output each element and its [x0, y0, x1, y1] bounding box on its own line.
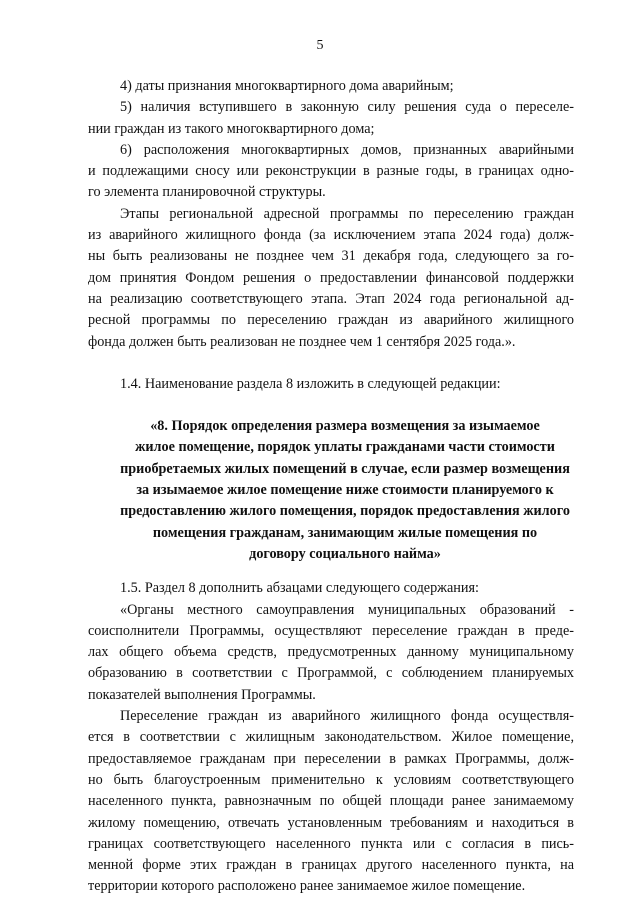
- text-line: «Органы местного самоуправления муниципальных образований -: [120, 601, 574, 618]
- text-line: образованию в соответствии с Программой, с соблюдением планируемых: [88, 665, 574, 682]
- text-line: менной форме этих граждан в границах другого населенного пункта, на: [88, 857, 574, 874]
- text-line: 6) расположения многоквартирных домов, признанных аварийными: [120, 141, 574, 158]
- text-line: фонда должен быть реализован не позднее чем 1 сентября 2025 года.».: [88, 333, 516, 350]
- text-line: на реализацию соответствующего этапа. Этап 2024 года региональной ад-: [88, 290, 574, 307]
- text-line: территории которого расположено ранее занимаемое жилое помещение.: [88, 878, 526, 895]
- paragraph-clause-1-5: [88, 578, 574, 599]
- text-line: 1.5. Раздел 8 дополнить абзацами следующего содержания:: [120, 580, 479, 597]
- heading-line: «8. Порядок определения размера возмещения за изымаемое: [150, 418, 540, 435]
- text-line: из аварийного жилищного фонда (за исключением этапа 2024 года) долж-: [88, 227, 574, 244]
- text-line: жилому помещению, отвечать установленным требованиям и находиться в: [88, 814, 574, 831]
- paragraph-item-6: [88, 140, 574, 204]
- heading-line: приобретаемых жилых помещений в случае, если размер возмещения: [120, 460, 570, 477]
- heading-line: жилое помещение, порядок уплаты гражданами части стоимости: [135, 439, 555, 456]
- text-line: соисполнители Программы, осуществляют переселение граждан в преде-: [88, 622, 574, 639]
- text-line: предоставляемое гражданам при переселении в рамках Программы, долж-: [88, 750, 574, 767]
- text-line: показателей выполнения Программы.: [88, 686, 316, 703]
- paragraph-item-4: [88, 76, 574, 97]
- text-line: 1.4. Наименование раздела 8 изложить в следующей редакции:: [120, 375, 501, 392]
- paragraph-resettlement: [88, 706, 574, 898]
- text-line: но быть благоустроенным применительно к условиям соответствующего: [88, 771, 574, 788]
- text-line: Этапы региональной адресной программы по переселению граждан: [120, 205, 574, 222]
- text-line: ресной программы по переселению граждан из аварийного жилищного: [88, 312, 574, 329]
- paragraph-program-stages: [88, 204, 574, 353]
- text-line: границах соответствующего населенного пункта или с согласия в пись-: [88, 835, 574, 852]
- text-line: населенного пункта, равнозначным по общей площади ранее занимаемому: [88, 793, 574, 810]
- section-8-heading: [88, 416, 574, 565]
- paragraph-local-authorities: [88, 600, 574, 706]
- text-line: лах общего объема средств, предусмотренных данному муниципальному: [88, 644, 574, 661]
- text-line: ется в соответствии с жилищным законодательством. Жилое помещение,: [88, 729, 574, 746]
- text-line: 5) наличия вступившего в законную силу решения суда о переселе-: [120, 99, 574, 116]
- page-number: 5: [316, 38, 324, 53]
- heading-line: помещения гражданам, занимающим жилые помещения по: [152, 524, 538, 541]
- text-line: Переселение граждан из аварийного жилищного фонда осуществля-: [120, 708, 574, 725]
- text-line: нии граждан из такого многоквартирного дома;: [88, 120, 375, 137]
- heading-line: за изымаемое жилое помещение ниже стоимости планируемого к: [136, 482, 554, 499]
- document-body: [88, 76, 574, 898]
- text-line: ны быть реализованы не позднее чем 31 декабря года, следующего за го-: [88, 248, 574, 265]
- text-line: дом принятия Фондом решения о предоставлении финансовой поддержки: [88, 269, 574, 286]
- text-line: го элемента планировочной структуры.: [88, 184, 326, 201]
- heading-line: предоставлению жилого помещения, порядок предоставления жилого: [120, 503, 570, 520]
- paragraph-clause-1-4: [88, 374, 574, 395]
- text-line: и подлежащими сносу или реконструкции в разные годы, в границах одно-: [88, 163, 574, 180]
- text-line: 4) даты признания многоквартирного дома аварийным;: [120, 78, 454, 94]
- paragraph-item-5: [88, 97, 574, 140]
- heading-line: договору социального найма»: [249, 545, 441, 562]
